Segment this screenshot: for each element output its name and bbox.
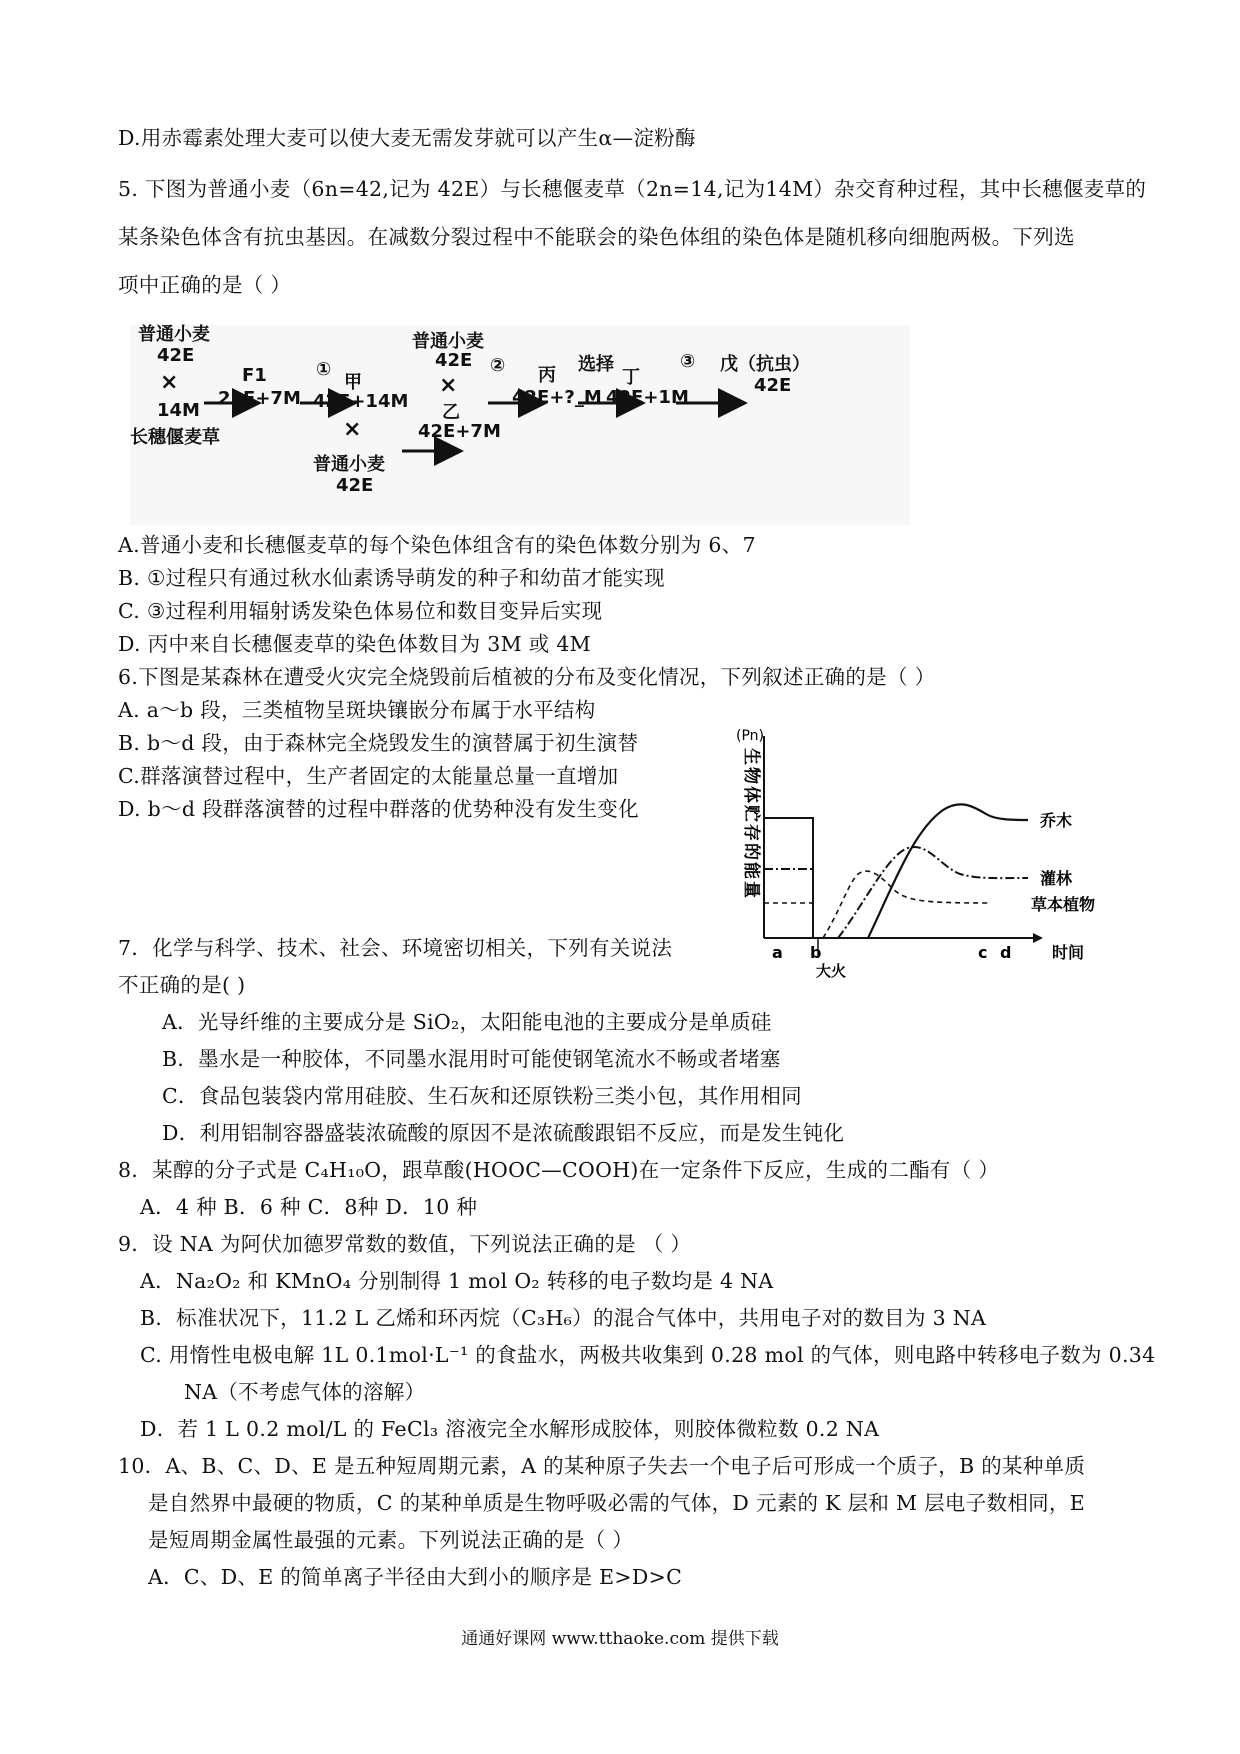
q9-stem: 9．设 NA 为阿伏加德罗常数的数值，下列说法正确的是 （ ）: [118, 1232, 692, 1256]
wheat-cross3-label: 普通小麦: [412, 331, 484, 352]
q10-stem-line3: 是短周期金属性最强的元素。下列说法正确的是（ ）: [148, 1528, 634, 1552]
q9-option-c-line2: NA（不考虑气体的溶解）: [184, 1380, 426, 1404]
q5-stem-line2: 某条染色体含有抗虫基因。在减数分裂过程中不能联会的染色体组的染色体是随机移向细胞两极。下列选: [118, 225, 1075, 249]
series-herb-post: [823, 871, 988, 938]
q5-option-b: B. ①过程只有通过秋水仙素诱导萌发的种子和幼苗才能实现: [118, 566, 665, 590]
wheat-parent-label: 普通小麦: [138, 324, 210, 345]
q6-option-b: B. b～d 段，由于森林完全烧毁发生的演替属于初生演替: [118, 731, 639, 755]
q10-stem-line1: 10．A、B、C、D、E 是五种短周期元素，A 的某种原子失去一个电子后可形成一个质子，B 的某种单质: [118, 1454, 1086, 1478]
q10-option-a: A．C、D、E 的简单离子半径由大到小的顺序是 E>D>C: [148, 1565, 683, 1589]
series-arbor-pre: [764, 818, 813, 938]
q7-stem-line2: 不正确的是( ): [118, 973, 246, 997]
series-shrub-post: [838, 847, 1028, 938]
jia-label: 甲: [344, 372, 362, 393]
q4-option-d: D.用赤霉素处理大麦可以使大麦无需发芽就可以产生α—淀粉酶: [118, 126, 696, 150]
q9-option-b: B．标准状况下，11.2 L 乙烯和环丙烷（C₃H₆）的混合气体中，共用电子对的数目为 3 NA: [140, 1306, 987, 1330]
grass-parent-label: 长穗偃麦草: [130, 427, 220, 448]
f1-label: F1: [242, 365, 267, 386]
q5-option-d: D. 丙中来自长穗偃麦草的染色体数目为 3M 或 4M: [118, 632, 591, 656]
step1-marker: ①: [316, 359, 332, 380]
q6-stem: 6.下图是某森林在遭受火灾完全烧毁前后植被的分布及变化情况，下列叙述正确的是（ ）: [118, 665, 936, 689]
jia-genome: 42E+14M: [313, 391, 409, 412]
q5-stem-line1: 5. 下图为普通小麦（6n=42,记为 42E）与长穗偃麦草（2n=14,记为14M）杂交育种过程，其中长穗偃麦草的: [118, 177, 1147, 201]
x-tick-c: c: [978, 943, 988, 962]
q7-option-c: C．食品包装袋内常用硅胶、生石灰和还原铁粉三类小包，其作用相同: [162, 1084, 802, 1108]
q7-stem-line1: 7．化学与科学、技术、社会、环境密切相关，下列有关说法: [118, 936, 673, 960]
q8-options: A．4 种 B．6 种 C．8种 D．10 种: [140, 1195, 478, 1219]
q7-option-a: A．光导纤维的主要成分是 SiO₂，太阳能电池的主要成分是单质硅: [162, 1010, 772, 1034]
chart-y-unit: (Pn): [736, 728, 764, 744]
yi-label: 乙: [442, 402, 460, 423]
chart-y-label: 生物体贮存的能量: [741, 748, 761, 900]
yi-genome: 42E+7M: [418, 421, 501, 442]
q6-option-a: A. a～b 段，三类植物呈斑块镶嵌分布属于水平结构: [118, 698, 596, 722]
x-tick-a: a: [772, 943, 783, 962]
fire-annotation: 大火: [816, 962, 847, 980]
q5-stem-line3: 项中正确的是（ ）: [118, 273, 292, 297]
page-footer: 通通好课网 www.tthaoke.com 提供下载: [461, 1629, 779, 1649]
cross-symbol-1: ×: [160, 370, 179, 395]
legend-herb: 草本植物: [1031, 895, 1096, 914]
bing-label: 丙: [538, 365, 556, 386]
q10-stem-line2: 是自然界中最硬的物质，C 的某种单质是生物呼吸必需的气体，D 元素的 K 层和 M 层电子数相同，E: [148, 1491, 1085, 1515]
bing-genome: 42E+?_M: [512, 387, 602, 408]
q7-option-d: D．利用铝制容器盛装浓硫酸的原因不是浓硫酸跟铝不反应，而是发生钝化: [162, 1121, 845, 1145]
wheat-cross2-label: 普通小麦: [313, 454, 385, 475]
cross-symbol-3: ×: [439, 373, 458, 398]
q9-option-a: A．Na₂O₂ 和 KMnO₄ 分别制得 1 mol O₂ 转移的电子数均是 4 NA: [140, 1269, 774, 1293]
select-label: 选择: [578, 354, 614, 375]
step2-marker: ②: [490, 355, 506, 376]
q8-stem: 8．某醇的分子式是 C₄H₁₀O，跟草酸(HOOC—COOH)在一定条件下反应，生成的二酯有（ ）: [118, 1158, 1000, 1182]
q9-option-c-line1: C. 用惰性电极电解 1L 0.1mol·L⁻¹ 的食盐水，两极共收集到 0.28 mol 的气体，则电路中转移电子数为 0.34: [140, 1343, 1156, 1367]
chart-x-axis-arrow: [1033, 933, 1043, 943]
q9-option-d: D．若 1 L 0.2 mol/L 的 FeCl₃ 溶液完全水解形成胶体，则胶体微粒数 0.2 NA: [140, 1417, 880, 1441]
cross-symbol-2: ×: [343, 417, 362, 442]
wheat-parent-genome: 42E: [157, 345, 195, 366]
breeding-diagram: [130, 325, 910, 525]
x-tick-b: b: [810, 943, 822, 962]
legend-arbor: 乔木: [1040, 811, 1073, 830]
q6-option-d: D. b～d 段群落演替的过程中群落的优势种没有发生变化: [118, 797, 639, 821]
chart-x-label: 时间: [1052, 943, 1085, 962]
series-arbor-post: [868, 804, 1028, 938]
legend-shrub: 灌林: [1040, 869, 1073, 888]
wheat-cross3-genome: 42E: [435, 350, 473, 371]
f1-genome: 21E+7M: [218, 388, 301, 409]
q5-option-a: A.普通小麦和长穗偃麦草的每个染色体组含有的染色体数分别为 6、7: [118, 533, 756, 557]
wu-genome: 42E: [754, 375, 792, 396]
q5-option-c: C. ③过程利用辐射诱发染色体易位和数目变异后实现: [118, 599, 603, 623]
wheat-cross2-genome: 42E: [336, 475, 374, 496]
ding-label: 丁: [622, 367, 640, 388]
q7-option-b: B．墨水是一种胶体，不同墨水混用时可能使钢笔流水不畅或者堵塞: [162, 1047, 781, 1071]
ding-genome: 42E+1M: [606, 387, 689, 408]
step3-marker: ③: [680, 351, 696, 372]
vegetation-energy-chart: [728, 726, 1148, 981]
x-tick-d: d: [1000, 943, 1012, 962]
wu-label: 戊（抗虫）: [720, 354, 810, 375]
q6-option-c: C.群落演替过程中，生产者固定的太能量总量一直增加: [118, 764, 619, 788]
grass-parent-genome: 14M: [157, 400, 200, 421]
